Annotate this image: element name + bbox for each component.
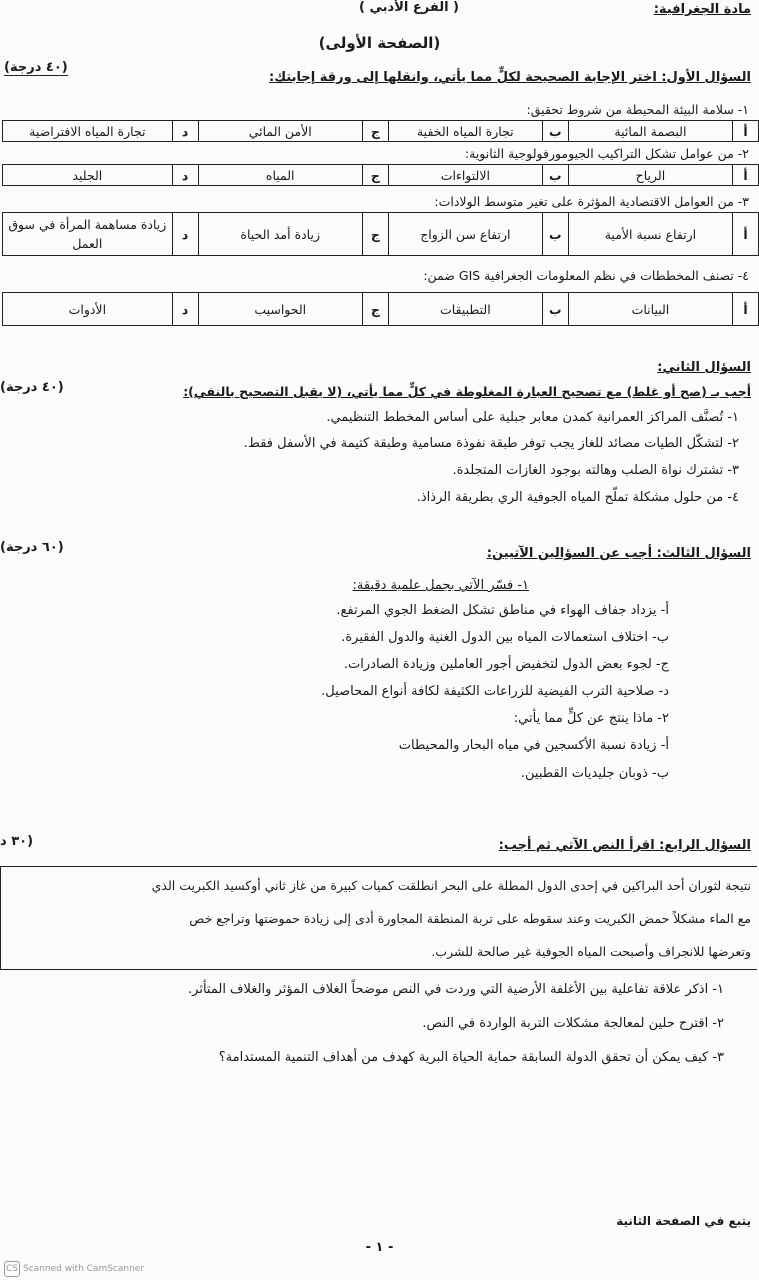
option-letter: ج [362, 165, 388, 186]
option-text: الأمن المائي [198, 121, 362, 142]
option-letter: ب [542, 165, 568, 186]
continue-note: يتبع في الصفحة الثانية [616, 1214, 751, 1228]
option-letter: ج [362, 293, 388, 326]
q4-passage-line: مع الماء مشكلاً حمض الكبريت وعند سقوطه على تربة المنطقة المجاورة أدى إلى زيادة حموضتها وتراجع خص [189, 911, 751, 926]
option-text: تجارة المياه الخفية [388, 121, 542, 142]
branch-label: ( الفرع الأدبي ) [359, 0, 459, 15]
q2-item: ٢- لتشكّل الطيات مصائد للغاز يجب توفر طبقة نفوذة مسامية وطبقة كتيمة في الأسفل فقط. [243, 436, 739, 451]
option-text: الجليد [3, 165, 173, 186]
q3-score: (٦٠ درجة) [0, 540, 64, 555]
option-text: البيانات [568, 293, 732, 326]
q4-question: ١- اذكر علاقة تفاعلية بين الأغلفة الأرضية التي وردت في النص موضحاً الغلاف المؤثر والغلاف المتأثر. [188, 982, 724, 997]
option-text: الحواسيب [198, 293, 362, 326]
q2-title: السؤال الثاني: [657, 360, 751, 375]
option-text: تجارة المياه الافتراضية [3, 121, 173, 142]
q2-item: ٤- من حلول مشكلة تملّح المياه الجوفية الري بطريقة الرذاذ. [416, 490, 739, 505]
q1-title: السؤال الأول: اختر الإجابة الصحيحة لكلٍّ مما يأتي، وانقلها إلى ورقة إجابتك: [269, 70, 751, 85]
q1-item-1-options [2, 120, 759, 142]
option-letter: د [172, 121, 198, 142]
q3-part2-item: أ- زيادة نسبة الأكسجين في مياه البحار والمحيطات [398, 738, 669, 753]
option-letter: أ [733, 293, 759, 326]
scanner-text: Scanned with CamScanner [23, 1264, 145, 1274]
q1-score: (٤٠ درجة) [4, 60, 68, 75]
option-text: المياه [198, 165, 362, 186]
option-text: زيادة مساهمة المرأة في سوق العمل [3, 213, 173, 256]
q2-score: (٤٠ درجة) [0, 380, 64, 395]
option-text: التطبيقات [388, 293, 542, 326]
q3-part1-item: ب- اختلاف استعمالات المياه بين الدول الغنية والدول الفقيرة. [341, 630, 669, 645]
subject-label: مادة الجغرافية: [653, 2, 751, 17]
q3-title: السؤال الثالث: أجب عن السؤالين الآتيين: [486, 546, 751, 561]
option-text: ارتفاع سن الزواج [388, 213, 542, 256]
q3-part2: ٢- ماذا ينتج عن كلٍّ مما يأتي: [513, 711, 669, 726]
q1-item-2-options [2, 164, 759, 186]
q4-passage-box [0, 866, 757, 970]
q3-part1-item: ج- لجوء بعض الدول لتخفيض أجور العاملين وزيادة الصادرات. [343, 657, 669, 672]
q1-item-4-options [2, 292, 759, 326]
q1-item-1-stem: ١- سلامة البيئة المحيطة من شروط تحقيق: [526, 102, 749, 117]
option-letter: ب [542, 293, 568, 326]
option-letter: ج [362, 213, 388, 256]
option-letter: أ [733, 165, 759, 186]
option-letter: ب [542, 121, 568, 142]
q2-item: ١- تُصنَّف المراكز العمرانية كمدن معابر جبلية على أساس المخطط التنظيمي. [326, 410, 739, 425]
option-letter: ج [362, 121, 388, 142]
q4-question: ٢- اقترح حلين لمعالجة مشكلات التربة الواردة في النص. [422, 1016, 724, 1031]
q3-part2-item: ب- ذوبان جليديات القطبين. [520, 766, 669, 781]
q1-item-2-stem: ٢- من عوامل تشكل التراكيب الجيومورفولوجية الثانوية: [464, 146, 749, 161]
option-letter: أ [733, 121, 759, 142]
q4-passage-line: وتعرضها للانجراف وأصبحت المياه الجوفية غير صالحة للشرب. [431, 944, 751, 959]
option-letter: د [172, 293, 198, 326]
scanner-watermark [4, 1260, 144, 1277]
q4-question: ٣- كيف يمكن أن تحقق الدولة السابقة حماية الحياة البرية كهدف من أهداف التنمية المستدامة؟ [218, 1050, 724, 1065]
option-text: ارتفاع نسبة الأمية [568, 213, 732, 256]
page-number: - ١ - [365, 1240, 394, 1255]
option-text: البصمة المائية [568, 121, 732, 142]
q3-part1: ١- فسّر الآتي بجمل علمية دقيقة: [352, 578, 529, 593]
option-letter: ب [542, 213, 568, 256]
q4-passage-line: نتيجة لثوران أحد البراكين في إحدى الدول المطلة على البحر انطلقت كميات كبيرة من غاز ثاني أوكسيد الكبريت الذي [151, 878, 751, 893]
option-text: الالتواءات [388, 165, 542, 186]
option-text: الأدوات [3, 293, 173, 326]
q3-part1-item: د- صلاحية الترب الفيضية للزراعات الكثيفة لكافة أنواع المحاصيل. [321, 684, 669, 699]
option-letter: أ [733, 213, 759, 256]
q4-score: (٣٠ د [0, 834, 34, 849]
option-letter: د [172, 165, 198, 186]
q1-item-4-stem: ٤- تصنف المخططات في نظم المعلومات الجغرافية GIS ضمن: [423, 268, 749, 283]
camscanner-logo-icon: CS [4, 1261, 20, 1277]
q1-item-3-options [2, 212, 759, 256]
option-text: زيادة أمد الحياة [198, 213, 362, 256]
q1-item-3-stem: ٣- من العوامل الاقتصادية المؤثرة على تغير متوسط الولادات: [434, 194, 749, 209]
q4-title: السؤال الرابع: اقرأ النص الآتي ثم أجب: [498, 838, 751, 853]
page-title: (الصفحة الأولى) [318, 34, 441, 52]
q2-item: ٣- تشترك نواة الصلب وهالته بوجود الغازات المتجلدة. [452, 463, 739, 478]
q3-part1-item: أ- يزداد جفاف الهواء في مناطق تشكل الضغط الجوي المرتفع. [336, 603, 669, 618]
option-text: الرياح [568, 165, 732, 186]
option-letter: د [172, 213, 198, 256]
q2-instruction: أجب بـ (صح أو غلط) مع تصحيح العبارة المغلوطة في كلٍّ مما يأتي، (لا يقبل التصحيح بالنفي): [183, 384, 751, 399]
